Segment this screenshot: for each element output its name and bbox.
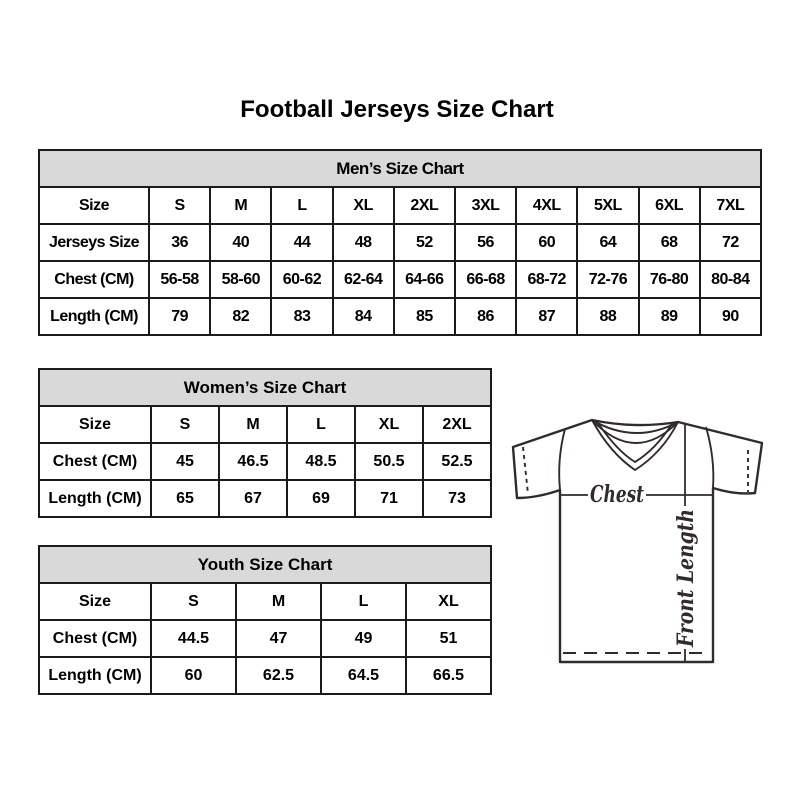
table-row: [39, 620, 491, 657]
table-cell: L: [287, 406, 355, 443]
row-label: Jerseys Size: [39, 224, 149, 261]
jersey-seam: [559, 429, 565, 490]
table-cell: 79: [149, 298, 210, 335]
front-length-label: Front Length: [673, 484, 699, 647]
table-cell: 71: [355, 480, 423, 517]
table-cell: 66.5: [406, 657, 491, 694]
table-cell: 56: [455, 224, 516, 261]
table-row: [39, 224, 761, 261]
table-row: [39, 657, 491, 694]
row-label: Chest (CM): [39, 261, 149, 298]
chest-label: Chest: [590, 481, 645, 508]
table-cell: 90: [700, 298, 761, 335]
table-cell: 64: [577, 224, 638, 261]
table-cell: 66-68: [455, 261, 516, 298]
womens-size-chart-table: [38, 368, 492, 518]
table-cell: 58-60: [210, 261, 271, 298]
table-cell: 84: [333, 298, 394, 335]
table-cell: L: [321, 583, 406, 620]
table-cell: 64-66: [394, 261, 455, 298]
table-cell: 73: [423, 480, 491, 517]
row-label: Size: [39, 583, 151, 620]
table-cell: 52.5: [423, 443, 491, 480]
table-row: [39, 298, 761, 335]
table-cell: 2XL: [423, 406, 491, 443]
table-cell: 62-64: [333, 261, 394, 298]
table-cell: 88: [577, 298, 638, 335]
table-cell: 67: [219, 480, 287, 517]
table-cell: 80-84: [700, 261, 761, 298]
table-cell: 85: [394, 298, 455, 335]
table-cell: 48: [333, 224, 394, 261]
table-cell: 48.5: [287, 443, 355, 480]
row-label: Length (CM): [39, 657, 151, 694]
table-cell: S: [149, 187, 210, 224]
table-cell: M: [210, 187, 271, 224]
table-cell: 45: [151, 443, 219, 480]
jersey-diagram: [505, 401, 777, 673]
table-cell: 60-62: [271, 261, 332, 298]
table-cell: 56-58: [149, 261, 210, 298]
row-label: Length (CM): [39, 480, 151, 517]
table-cell: 36: [149, 224, 210, 261]
table-cell: 68: [639, 224, 700, 261]
table-cell: 62.5: [236, 657, 321, 694]
table-cell: 44.5: [151, 620, 236, 657]
cuff-dashed-line: [523, 447, 528, 494]
table-cell: 69: [287, 480, 355, 517]
table-cell: 7XL: [700, 187, 761, 224]
table-cell: 86: [455, 298, 516, 335]
jersey-outline: [513, 420, 762, 662]
table-cell: S: [151, 406, 219, 443]
table-cell: 51: [406, 620, 491, 657]
table-cell: 3XL: [455, 187, 516, 224]
table-cell: 2XL: [394, 187, 455, 224]
table-cell: 83: [271, 298, 332, 335]
table-cell: 44: [271, 224, 332, 261]
table-row: [39, 480, 491, 517]
table-row: [39, 443, 491, 480]
row-label: Size: [39, 406, 151, 443]
table-cell: 49: [321, 620, 406, 657]
table-cell: 72: [700, 224, 761, 261]
table-cell: 47: [236, 620, 321, 657]
table-cell: 52: [394, 224, 455, 261]
table-row: [39, 406, 491, 443]
table-cell: 4XL: [516, 187, 577, 224]
table-cell: XL: [333, 187, 394, 224]
table-cell: 46.5: [219, 443, 287, 480]
table-cell: 89: [639, 298, 700, 335]
table-cell: 76-80: [639, 261, 700, 298]
youth-size-chart-table: [38, 545, 492, 695]
table-cell: 68-72: [516, 261, 577, 298]
table-cell: 87: [516, 298, 577, 335]
mens-table-title: Men’s Size Chart: [39, 150, 761, 187]
table-cell: S: [151, 583, 236, 620]
table-cell: 60: [516, 224, 577, 261]
table-cell: 60: [151, 657, 236, 694]
table-cell: 50.5: [355, 443, 423, 480]
row-label: Chest (CM): [39, 443, 151, 480]
table-cell: 72-76: [577, 261, 638, 298]
table-cell: 64.5: [321, 657, 406, 694]
row-label: Chest (CM): [39, 620, 151, 657]
table-cell: XL: [406, 583, 491, 620]
table-cell: 6XL: [639, 187, 700, 224]
youth-table-title: Youth Size Chart: [39, 546, 491, 583]
jersey-seam: [706, 427, 713, 488]
table-cell: M: [219, 406, 287, 443]
table-cell: XL: [355, 406, 423, 443]
row-label: Size: [39, 187, 149, 224]
table-cell: L: [271, 187, 332, 224]
table-cell: 65: [151, 480, 219, 517]
table-cell: 40: [210, 224, 271, 261]
table-cell: M: [236, 583, 321, 620]
table-cell: 82: [210, 298, 271, 335]
table-cell: 5XL: [577, 187, 638, 224]
table-row: [39, 187, 761, 224]
table-row: [39, 583, 491, 620]
row-label: Length (CM): [39, 298, 149, 335]
page-title: Football Jerseys Size Chart: [240, 96, 554, 123]
table-row: [39, 261, 761, 298]
mens-size-chart-table: [38, 149, 762, 336]
womens-table-title: Women’s Size Chart: [39, 369, 491, 406]
